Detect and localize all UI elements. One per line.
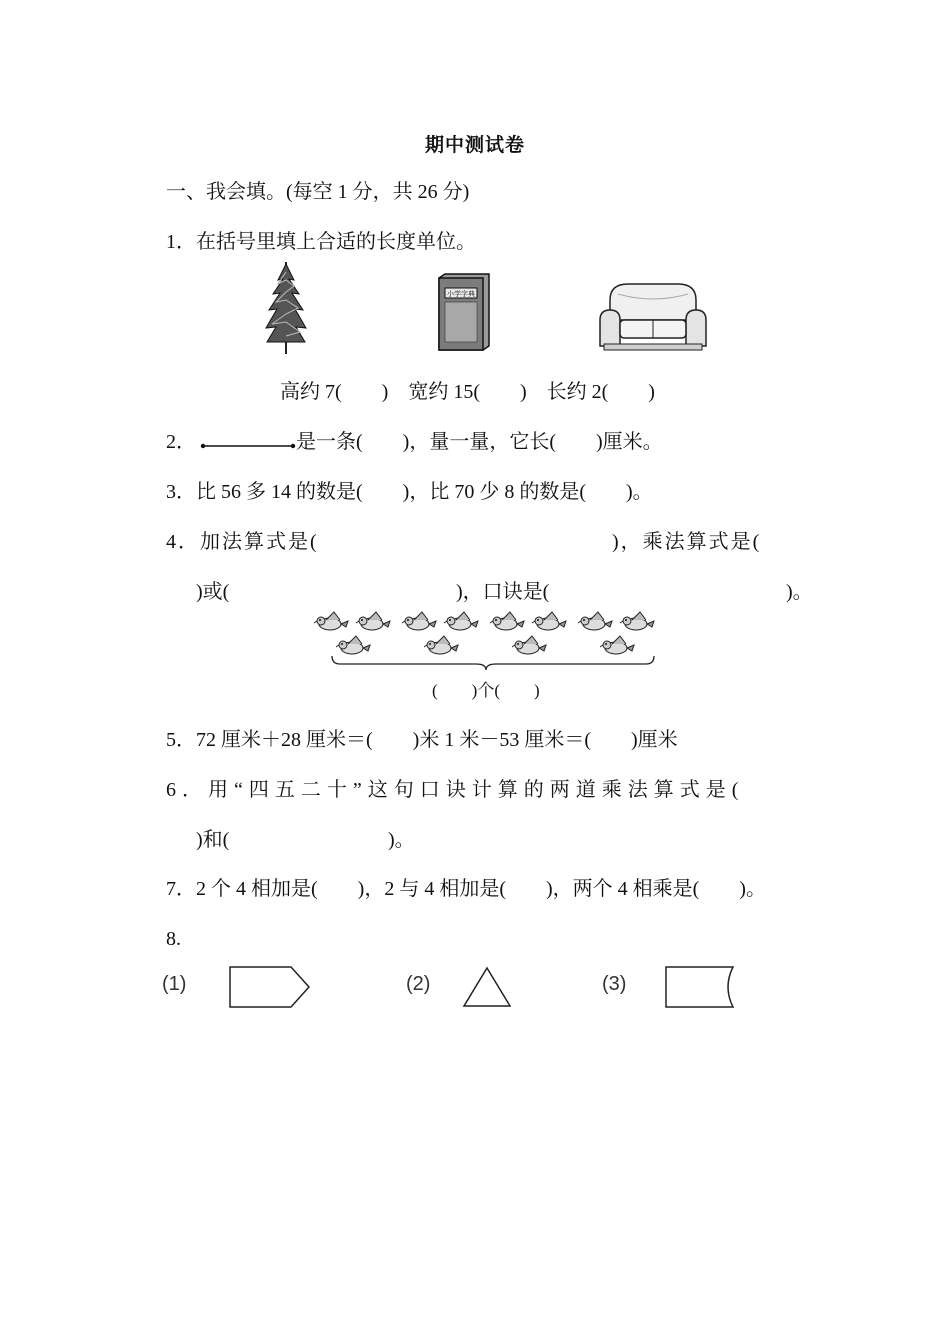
question-5-text: 5．72 厘米＋28 厘米＝( )米 1 米－53 厘米＝( )厘米 [166, 729, 678, 751]
question-8-number: 8. [166, 928, 181, 950]
question-1-text: 1．在括号里填上合适的长度单位。 [166, 231, 476, 253]
bird-icon [532, 612, 566, 630]
bird-icon [578, 612, 612, 630]
bird-icon [314, 612, 348, 630]
bird-icon [512, 636, 546, 654]
book-icon [437, 272, 493, 352]
question-6-line2-a: )和( [196, 829, 230, 851]
triangle-shape [462, 966, 512, 1008]
bird-icon [490, 612, 524, 630]
bird-icon [444, 612, 478, 630]
bird-icon [336, 636, 370, 654]
question-3-text: 3．比 56 多 14 的数是( )，比 70 少 8 的数是( )。 [166, 481, 653, 503]
shape-2-label: (2) [406, 973, 431, 995]
flag-shape [665, 966, 737, 1008]
tree-icon [264, 262, 308, 354]
shape-1-label: (1) [162, 973, 187, 995]
bird-icon [356, 612, 390, 630]
bird-icon [402, 612, 436, 630]
curly-brace [332, 656, 654, 670]
question-7-text: 7．2 个 4 相加是( )，2 与 4 相加是( )，两个 4 相乘是( )。 [166, 878, 766, 900]
question-6-line1: 6．用“四五二十”这句口诀计算的两道乘法算式是( [166, 779, 745, 801]
question-1-answers: 高约 7( ) 宽约 15( ) 长约 2( ) [280, 381, 655, 403]
bird-icon [600, 636, 634, 654]
bird-icon [424, 636, 458, 654]
question-4-line1-mid: )，乘法算式是( [612, 531, 762, 553]
question-2-text: 是一条( )，量一量，它长( )厘米。 [296, 431, 663, 453]
bird-icon [620, 612, 654, 630]
pentagon-arrow-shape [229, 966, 311, 1008]
line-segment [200, 442, 296, 450]
question-4-line2-c: )。 [786, 581, 813, 603]
bird-groups-figure [310, 608, 660, 672]
question-4-line2-b: )，口诀是( [456, 581, 550, 603]
question-4-line2-a: )或( [196, 581, 230, 603]
brace-label: ( )个( ) [432, 681, 540, 700]
page-title: 期中测试卷 [424, 135, 525, 156]
shape-3-label: (3) [602, 973, 627, 995]
question-6-line2-b: )。 [388, 829, 415, 851]
sofa-icon [598, 280, 708, 354]
section-heading: 一、我会填。(每空 1 分，共 26 分) [166, 181, 470, 203]
question-4-line1-left: 4．加法算式是( [166, 531, 319, 553]
question-2-number: 2． [166, 431, 196, 453]
book-cover-label: 小学字典 [447, 290, 475, 298]
